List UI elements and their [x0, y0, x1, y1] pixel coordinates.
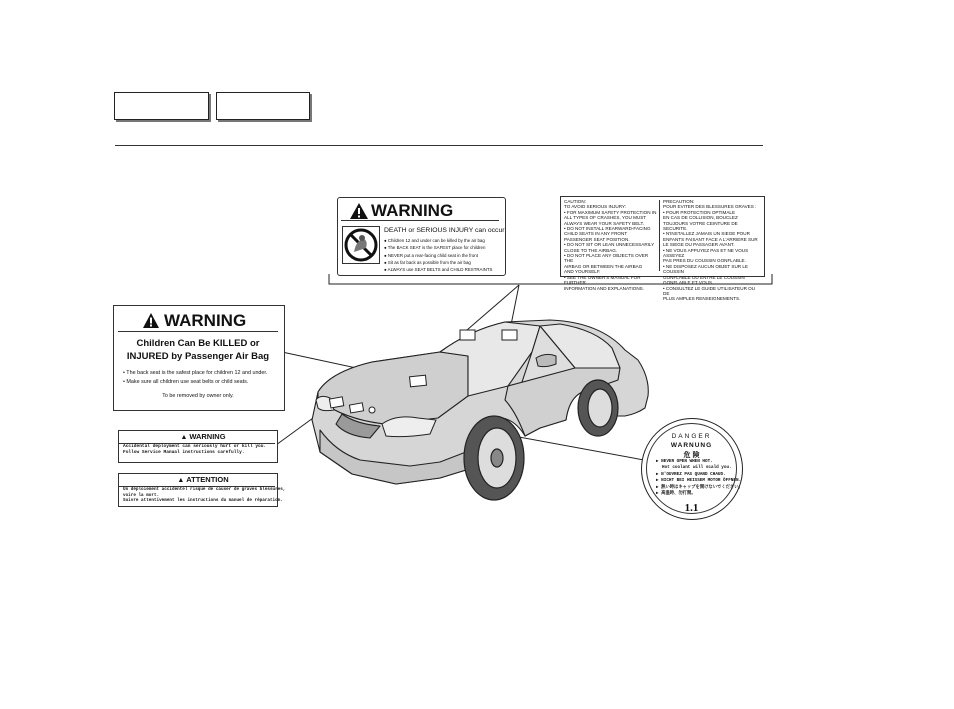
caution-line: CLOSE TO THE AIRBAG. [564, 247, 618, 253]
engine-warning-line1: Accidental deployment can seriously hurt or kill you. [123, 444, 267, 449]
precaution-line: • NE VOUS APPUYEZ PAS ET NE VOUS ASSEYEZ [663, 247, 749, 259]
bullet-4: Sit as far back as possible from the air bag [387, 259, 471, 265]
caution-title: CAUTION: [564, 199, 586, 204]
precaution-line: TOUJOURS VOTRE CEINTURE DE SECURITE. [663, 220, 738, 232]
precaution-line: • CONSULTEZ LE GUIDE UTILISATEUR OU DE [663, 285, 756, 296]
engine-attention-line3: Suivre attentivement les instructions du manuel de réparation. [123, 498, 283, 504]
hood-warning-line1: Children Can Be KILLED or [136, 338, 260, 349]
warning-triangle-icon: ▲ [177, 477, 187, 484]
bullet-2: The BACK SEAT is the SAFEST place for children [387, 245, 486, 251]
cap-warnung: WARNUNG [670, 442, 713, 449]
cap-line6: ▶ 高温時、勿打開。 [656, 491, 696, 497]
caution-line: INFORMATION AND EXPLANATIONS. [564, 285, 644, 291]
caution-line: ALL TYPES OF CRASHES, YOU MUST [564, 215, 647, 221]
precaution-line: GONFLABLE OU ENTRE LE COUSSIN [663, 274, 745, 280]
engine-attention-line1: Un déploiement accidentel risque de causer de graves blessures, [123, 487, 286, 492]
precaution-line: EN CAS DE COLLISION, BOUCLEZ [663, 215, 738, 221]
precaution-line: PLUS AMPLES RENSEIGNEMENTS. [663, 296, 741, 302]
precaution-line: • NE DISPOSEZ AUCUN OBJET SUR LE COUSSIN [663, 263, 748, 275]
warning-bullets: ● Children 12 and under can be killed by the air bag ● The BACK SEAT is the SAFEST place for children ● NEVER put a rear-facing child seat in the front ● Sit as far back as possible from the air bag ● ALWAYS use SEAT BELTS and CHILD RESTRAINTS [384, 238, 493, 273]
warning-heading: WARNING [371, 201, 454, 220]
engine-warning-heading-text: WARNING [189, 432, 226, 441]
caution-line: • SEE THE OWNER'S MANUAL FOR FURTHER [564, 274, 641, 286]
precaution-line: GONFLABLE ET VOUS. [663, 280, 714, 286]
caution-line: CHILD SEATS IN ANY FRONT [564, 231, 628, 237]
caution-subtitle: TO AVOID SERIOUS INJURY: [564, 204, 627, 210]
cap-danger: DANGER [671, 433, 712, 440]
bullet-5: ALWAYS use SEAT BELTS and CHILD RESTRAINTS [387, 267, 493, 273]
bullet-1: Children 12 and under can be killed by the air bag [387, 238, 485, 243]
bullet-3: NEVER put a rear-facing child seat in the front [387, 252, 478, 258]
caution-line: • DO NOT SIT OR LEAN UNNECESSARILY [564, 242, 655, 248]
cap-line4: ▶ NICHT BEI HEISSEM MOTOR ÖFFNEN. [656, 478, 742, 484]
caution-line: PASSENGER SEAT POSITION. [564, 236, 630, 242]
cap-line3: ▶ N'OUVREZ PAS QUAND CHAUD. [656, 471, 726, 477]
engine-attention-heading-text: ATTENTION [186, 475, 229, 484]
hood-warning-bullet-2: • Make sure all children use seat belts or child seats. [123, 379, 249, 385]
precaution-subtitle: POUR EVITER DES BLESSURES GRAVES : [663, 204, 757, 210]
caution-line: • DO NOT PLACE ANY OBJECTS OVER THE [564, 253, 649, 264]
precaution-line: • N'INSTALLEZ JAMAIS UN SIEGE POUR [663, 231, 750, 237]
precaution-line: PAS PRES DU COUSSIN GONFLABLE. [663, 258, 746, 264]
caution-line: AND YOURSELF. [564, 269, 601, 275]
caution-line: • DO NOT INSTALL REARWARD-FACING [564, 226, 651, 232]
precaution-line: ENFANTS FAISANT FACE A L'ARRIERE SUR [663, 236, 758, 242]
cap-pressure: 1.1 [684, 502, 699, 514]
engine-attention-line2: voire la mort. [123, 492, 160, 498]
cap-line1: ▶ NEVER OPEN WHEN HOT. [656, 459, 713, 464]
caution-line: AIRBAG OR BETWEEN THE AIRBAG [564, 263, 643, 269]
warning-subheading: DEATH or SERIOUS INJURY can occur [384, 227, 505, 234]
hood-warning-bullet-1: • The back seat is the safest place for children 12 and under. [123, 370, 268, 376]
precaution-line: LE SIEGE DU PASSAGER AVANT. [663, 242, 735, 248]
precaution-title: PRECAUTION: [663, 199, 695, 204]
hood-warning-footer: To be removed by owner only. [162, 393, 234, 399]
caution-line: ALWAYS WEAR YOUR SAFETY BELT. [564, 220, 645, 226]
hood-warning-line2: INJURED by Passenger Air Bag [126, 351, 270, 362]
cap-line2: Hot coolant will scald you. [662, 465, 732, 471]
caution-line: • FOR MAXIMUM SAFETY PROTECTION IN [564, 209, 657, 215]
cap-line5: ▶ 熱い時はキャップを開けないでください。 [656, 484, 743, 490]
cap-kanji: 危 険 [683, 452, 700, 459]
hood-warning-heading: WARNING [164, 311, 247, 330]
warning-triangle-icon: ▲ [180, 434, 190, 441]
precaution-line: • POUR PROTECTION OPTIMALE [663, 209, 736, 215]
engine-warning-line2: Follow Service Manual instructions carefully. [123, 450, 245, 455]
